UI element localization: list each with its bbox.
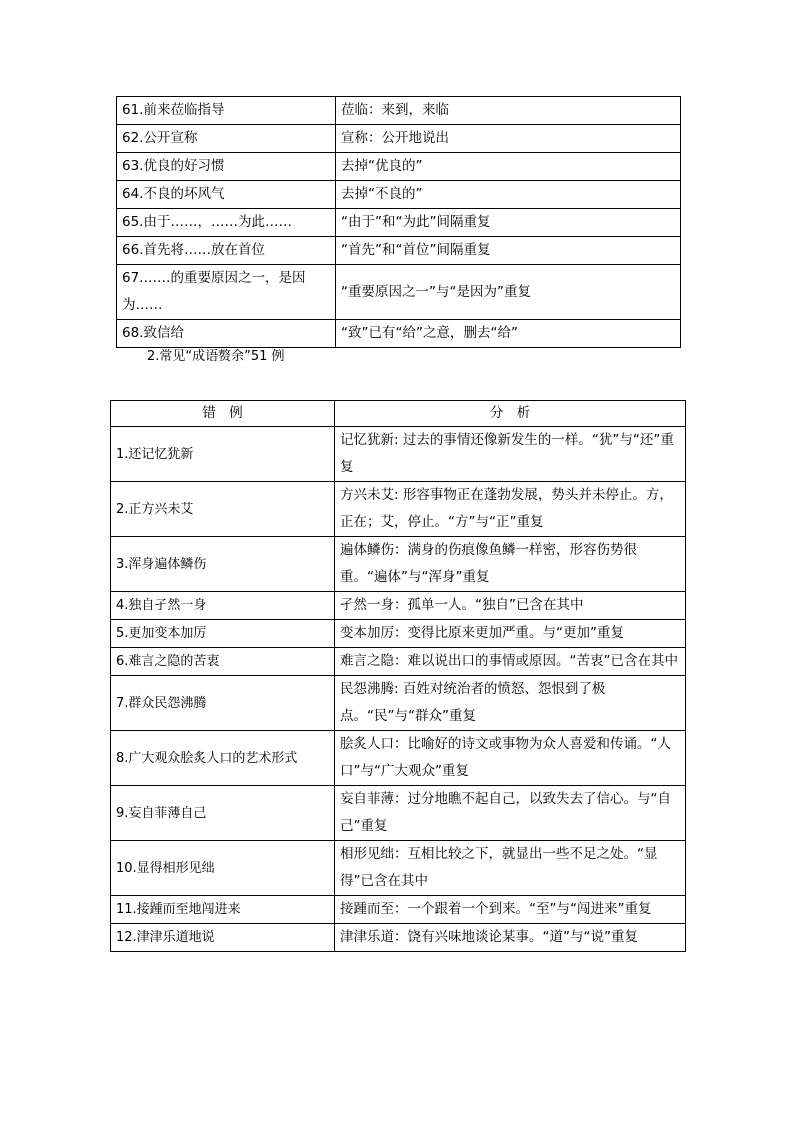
- analysis-cell: “由于”和“为此”间隔重复: [336, 209, 681, 237]
- analysis-cell: 莅临：来到，来临: [336, 97, 681, 125]
- error-cell: 64.不良的坏风气: [117, 181, 336, 209]
- table-row: [117, 181, 681, 209]
- analysis-cell: 接踵而至：一个跟着一个到来。“至”与“闯进来”重复: [335, 896, 686, 924]
- table-row: [117, 237, 681, 265]
- section-heading: 2.常见“成语赘余”51 例: [147, 349, 285, 364]
- table-row: [117, 153, 681, 181]
- error-column-header: 错 例: [111, 401, 335, 427]
- error-cell: 12.津津乐道地说: [111, 924, 335, 952]
- analysis-cell: 脍炙人口：比喻好的诗文或事物为众人喜爱和传诵。“人口”与“广大观众”重复: [335, 731, 686, 786]
- analysis-cell: 难言之隐：难以说出口的事情或原因。“苦衷”已含在其中: [335, 648, 686, 676]
- error-cell: 1.还记忆犹新: [111, 427, 335, 482]
- analysis-cell: “致”已有“给”之意，删去“给”: [336, 320, 681, 348]
- idiom-redundancy-table: [110, 400, 686, 952]
- table-row: [111, 924, 686, 952]
- error-cell: 61.前来莅临指导: [117, 97, 336, 125]
- analysis-cell: 去掉“优良的”: [336, 153, 681, 181]
- table-row: [111, 620, 686, 648]
- error-cell: 10.显得相形见绌: [111, 841, 335, 896]
- error-cell: 62.公开宣称: [117, 125, 336, 153]
- error-cell: 11.接踵而至地闯进来: [111, 896, 335, 924]
- analysis-cell: 变本加厉：变得比原来更加严重。与“更加”重复: [335, 620, 686, 648]
- analysis-cell: 遍体鳞伤：满身的伤痕像鱼鳞一样密，形容伤势很重。“遍体”与“浑身”重复: [335, 537, 686, 592]
- table-row: [111, 537, 686, 592]
- phrase-redundancy-table: [116, 96, 681, 348]
- analysis-cell: 津津乐道：饶有兴味地谈论某事。“道”与“说”重复: [335, 924, 686, 952]
- table-row: [111, 896, 686, 924]
- analysis-cell: 民怨沸腾: 百姓对统治者的愤怒、怨恨到了极点。“民”与“群众”重复: [335, 676, 686, 731]
- analysis-cell: 去掉“不良的”: [336, 181, 681, 209]
- analysis-cell: “重要原因之一”与“是因为”重复: [336, 265, 681, 320]
- table-row: [117, 209, 681, 237]
- table-row: [111, 648, 686, 676]
- error-cell: 2.正方兴未艾: [111, 482, 335, 537]
- error-cell: 5.更加变本加厉: [111, 620, 335, 648]
- error-cell: 66.首先将……放在首位: [117, 237, 336, 265]
- table-row: [111, 841, 686, 896]
- table-row: [111, 427, 686, 482]
- error-cell: 3.浑身遍体鳞伤: [111, 537, 335, 592]
- error-cell: 65.由于……，……为此……: [117, 209, 336, 237]
- table-row: [117, 97, 681, 125]
- error-cell: 68.致信给: [117, 320, 336, 348]
- error-cell: 7.群众民怨沸腾: [111, 676, 335, 731]
- error-cell: 6.难言之隐的苦衷: [111, 648, 335, 676]
- analysis-cell: 妄自菲薄：过分地瞧不起自己，以致失去了信心。与“自己”重复: [335, 786, 686, 841]
- error-cell: 8.广大观众脍炙人口的艺术形式: [111, 731, 335, 786]
- table-row: [117, 320, 681, 348]
- analysis-cell: 孑然一身：孤单一人。“独自”已含在其中: [335, 592, 686, 620]
- table-header-row: [111, 401, 686, 427]
- analysis-cell: 方兴未艾: 形容事物正在蓬勃发展，势头并未停止。方，正在；艾，停止。“方”与“正”重复: [335, 482, 686, 537]
- table-row: [111, 592, 686, 620]
- analysis-cell: 相形见绌：互相比较之下，就显出一些不足之处。“显得”已含在其中: [335, 841, 686, 896]
- table-row: [111, 676, 686, 731]
- table-row: [111, 482, 686, 537]
- analysis-cell: “首先”和“首位”间隔重复: [336, 237, 681, 265]
- analysis-cell: 记忆犹新: 过去的事情还像新发生的一样。“犹”与“还”重复: [335, 427, 686, 482]
- table-row: [111, 786, 686, 841]
- error-cell: 4.独自孑然一身: [111, 592, 335, 620]
- error-cell: 63.优良的好习惯: [117, 153, 336, 181]
- analysis-cell: 宣称：公开地说出: [336, 125, 681, 153]
- table-row: [117, 265, 681, 320]
- error-cell: 9.妄自菲薄自己: [111, 786, 335, 841]
- analysis-column-header: 分 析: [335, 401, 686, 427]
- error-cell: 67.……的重要原因之一，是因为……: [117, 265, 336, 320]
- table-row: [111, 731, 686, 786]
- table-row: [117, 125, 681, 153]
